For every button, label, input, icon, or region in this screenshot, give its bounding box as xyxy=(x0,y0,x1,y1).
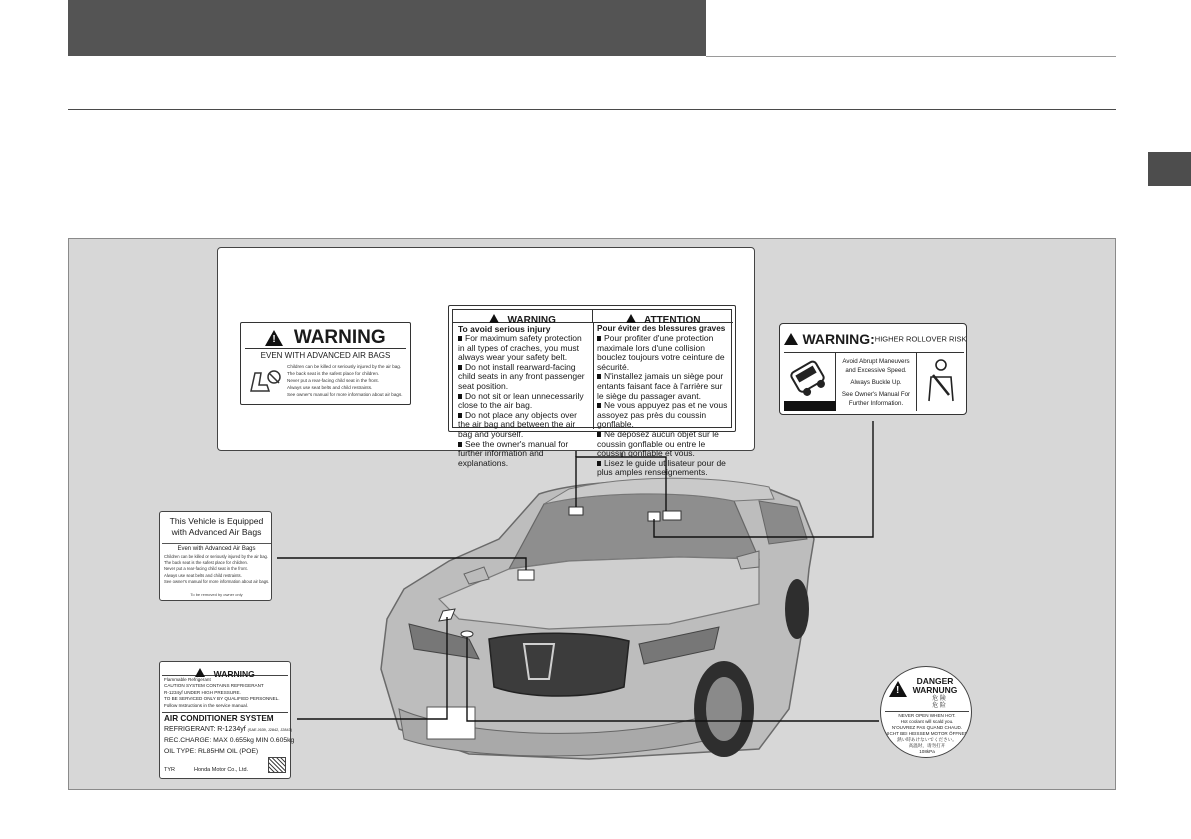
rollover-line1: Avoid Abrupt Maneuvers and Excessive Speed. xyxy=(842,358,910,374)
rollover-line2: Always Buckle Up. xyxy=(850,379,902,386)
bilingual-airbag-label xyxy=(448,305,736,478)
airbag-warning-label xyxy=(240,322,411,405)
refrigerant-title: WARNING xyxy=(213,669,255,679)
danger-pressure: 108kPa xyxy=(919,749,935,754)
refrigerant-line: CAUTION SYSTEM CONTAINS REFRIGERANT xyxy=(164,683,264,689)
bilingual-fr-item: Lisez le guide utilisateur pour de plus amples renseignements. xyxy=(597,457,726,478)
equipped-subtitle: Even with Advanced Air Bags xyxy=(177,546,256,552)
bilingual-en-item: Do not place any objects over the air bag and between the air bag and yourself. xyxy=(458,409,577,439)
airbag-warning-line: The back seat is the safest place for children. xyxy=(287,371,380,376)
refrigerant-oil: OIL TYPE: RL85HM OIL (POE) xyxy=(164,748,259,755)
bilingual-en-item: Do not install rearward-facing child seats in any front passenger seat position. xyxy=(458,361,585,391)
equipped-line: The back seat is the safest place for children. xyxy=(164,560,249,566)
refrigerant-warning-label xyxy=(159,661,295,779)
advanced-airbag-equipped-label xyxy=(159,511,272,601)
danger-line: N'OUVREZ PAS QUAND CHAUD. xyxy=(891,725,963,730)
rollover-vehicle-icon xyxy=(784,353,836,411)
equipped-footer: To be removed by owner only xyxy=(190,592,243,597)
equipped-line: See owner's manual for more information about air bags. xyxy=(164,578,270,584)
danger-line: NEVER OPEN WHEN HOT. xyxy=(898,713,956,718)
airbag-warning-line: Children can be killed or seriously injured by the air bag. xyxy=(287,364,402,369)
bilingual-en-item: For maximum safety protection in all types of craches, you must always wear your safety belt. xyxy=(458,333,582,363)
danger-line: 熱い時あけないでください。 xyxy=(897,737,957,742)
danger-line: NICHT BEI HEISSEM MOTOR ÖFFNEN. xyxy=(884,731,970,736)
airbag-warning-title: WARNING xyxy=(293,327,386,348)
warning-triangle-icon xyxy=(489,314,499,323)
equipped-line: Never put a rear-facing child seat in the front. xyxy=(164,566,248,572)
refrigerant-maker: Honda Motor Co., Ltd. xyxy=(194,767,249,773)
child-seat-icon xyxy=(247,365,283,395)
danger-title: DANGER xyxy=(916,676,954,686)
warnung-title: WARNUNG xyxy=(912,685,958,695)
bilingual-fr-item: Ne déposez aucun objet sur le coussin gonflable ou entre le coussin gonflable et vous. xyxy=(597,428,719,459)
equipped-line: Children can be killed or seriously injured by the air bag. xyxy=(164,554,269,559)
danger-cjk: 危 xyxy=(932,703,939,709)
rollover-warning-label xyxy=(779,323,967,415)
airbag-warning-line: Always use seat belts and child restraints. xyxy=(287,385,373,390)
airbag-warning-subtitle: EVEN WITH ADVANCED AIR BAGS xyxy=(260,351,391,360)
airbag-warning-line: See owner's manual for more information about air bags. xyxy=(287,392,403,397)
refrigerant-line: TO BE SERVICED ONLY BY QUALIFIED PERSONNEL. xyxy=(164,696,280,702)
equipped-line: Always use seat belts and child restraints. xyxy=(164,572,242,578)
refrigerant-charge: REC.CHARGE: MAX 0.655kg MIN 0.605kg xyxy=(164,737,295,744)
warning-triangle-icon xyxy=(195,668,205,677)
refrigerant-type: REFRIGERANT: R-1234yf xyxy=(164,726,246,733)
danger-cjk: 险 xyxy=(939,703,946,709)
danger-line: Hot coolant will scald you. xyxy=(900,719,954,724)
refrigerant-standard: (SAE J639, J2842, J2843) xyxy=(247,728,292,732)
refrigerant-line: R-1234yf UNDER HIGH PRESSURE. xyxy=(164,689,241,695)
airbag-label-group xyxy=(217,247,755,478)
hatched-symbol-icon xyxy=(268,757,286,773)
rollover-subtitle: HIGHER ROLLOVER RISK xyxy=(874,334,967,344)
warning-triangle-icon xyxy=(784,333,798,345)
bilingual-en-item: Do not sit or lean unnecessarily close to the air bag. xyxy=(458,390,584,411)
equipped-title: This Vehicle is Equipped with Advanced Air Bags xyxy=(169,516,264,537)
refrigerant-line: Flammable Refrigerant xyxy=(164,677,211,682)
bilingual-fr-heading: Pour éviter des blessures graves xyxy=(597,324,726,333)
rollover-title: WARNING: xyxy=(802,330,875,347)
radiator-cap-danger-label xyxy=(880,666,972,758)
bilingual-fr-item: Pour profiter d'une protection maximale lors d'une collision bouclez toujours votre ceinture de sécurité. xyxy=(597,333,725,372)
bilingual-en-item: See the owner's manual for further information and explanations. xyxy=(458,438,569,468)
seatbelt-icon xyxy=(916,353,964,411)
danger-line: 高温时，请勿打开 xyxy=(908,743,946,748)
section-rule xyxy=(68,109,1116,110)
bilingual-en-title: WARNING xyxy=(507,315,556,326)
airbag-warning-line: Never put a rear-facing child seat in the front. xyxy=(287,378,379,383)
rollover-line3: See Owner's Manual For Further Information. xyxy=(841,391,911,407)
refrigerant-line: Follow Instructions in the service manual. xyxy=(164,702,248,708)
header-rule xyxy=(706,56,1116,57)
danger-cjk: 危 xyxy=(932,696,939,702)
warning-triangle-icon xyxy=(626,314,636,323)
danger-cjk: 険 xyxy=(939,696,946,702)
bilingual-fr-title: ATTENTION xyxy=(643,315,701,326)
bilingual-en-heading: To avoid serious injury xyxy=(458,324,551,334)
warning-triangle-icon xyxy=(265,330,283,346)
refrigerant-system: AIR CONDITIONER SYSTEM xyxy=(164,714,274,723)
refrigerant-code: TYR xyxy=(164,767,175,773)
header-block xyxy=(68,0,706,56)
bilingual-fr-item: N'installez jamais un siège pour entants faisant face à l'arrière sur le siège du passager avant. xyxy=(597,371,724,401)
label-locations-illustration xyxy=(68,238,1116,790)
chapter-side-tab[interactable] xyxy=(1148,152,1191,186)
bilingual-fr-item: Ne vous appuyez pas et ne vous assoyez pas près du coussin gonflable. xyxy=(597,400,728,430)
